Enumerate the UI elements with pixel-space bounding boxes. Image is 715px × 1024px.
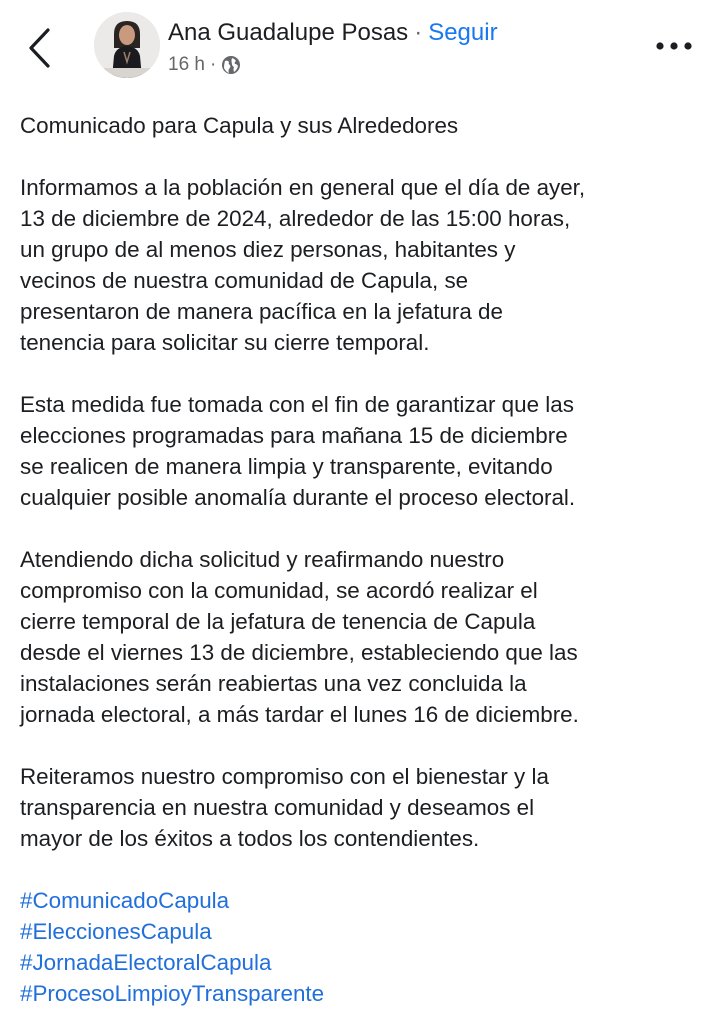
- post-paragraph: Esta medida fue tomada con el fin de garantizar que las elecciones programadas para mañana 15 de diciembre se realicen de manera limpia y transparente, evitando cualquier posible anomalía durante el proceso electoral.: [20, 392, 576, 510]
- post-paragraph: Atendiendo dicha solicitud y reafirmando nuestro compromiso con la comunidad, se acordó realizar el cierre temporal de la jefatura de tenencia de Capula desde el viernes 13 de diciembre, estableciendo que las instalaciones serán reabiertas una vez concluida la jornada electoral, a más tardar el lunes 16 de diciembre.: [20, 547, 579, 727]
- author-line: [168, 18, 498, 48]
- post-meta: [168, 52, 241, 78]
- post-title-paragraph: Comunicado para Capula y sus Alrededores: [20, 113, 459, 138]
- post-paragraph: Reiteramos nuestro compromiso con el bienestar y la transparencia en nuestra comunidad y deseamos el mayor de los éxitos a todos los contendientes.: [20, 764, 549, 851]
- hashtag-list: [20, 885, 710, 1009]
- post-body: [20, 110, 710, 1009]
- post-paragraph: Informamos a la población en general que el día de ayer, 13 de diciembre de 2024, alrededor de las 15:00 horas, un grupo de al menos diez personas, habitantes y vecinos de nuestra comunidad de Capula, se presentaron de manera pacífica en la jefatura de tenencia para solicitar su cierre temporal.: [20, 175, 586, 355]
- author-avatar[interactable]: [94, 12, 160, 78]
- meta-separator: ·: [209, 54, 217, 75]
- author-name[interactable]: Ana Guadalupe Posas: [168, 19, 409, 46]
- chevron-left-icon: [26, 27, 52, 69]
- hashtag-link[interactable]: #ProcesoLimpioyTransparente: [20, 981, 325, 1006]
- hashtag-link[interactable]: #ComunicadoCapula: [20, 888, 230, 913]
- hashtag-link[interactable]: #JornadaElectoralCapula: [20, 950, 272, 975]
- post-header: [0, 0, 715, 100]
- post-timestamp[interactable]: 16 h: [168, 54, 205, 75]
- back-button[interactable]: [22, 24, 56, 72]
- more-horizontal-icon: [654, 40, 694, 52]
- avatar-photo: [94, 12, 160, 78]
- name-separator: ·: [414, 19, 423, 46]
- hashtag-link[interactable]: #EleccionesCapula: [20, 919, 212, 944]
- follow-button[interactable]: Seguir: [428, 19, 498, 46]
- audience-button[interactable]: [221, 55, 241, 75]
- globe-icon: [221, 55, 241, 75]
- more-options-button[interactable]: [652, 30, 696, 62]
